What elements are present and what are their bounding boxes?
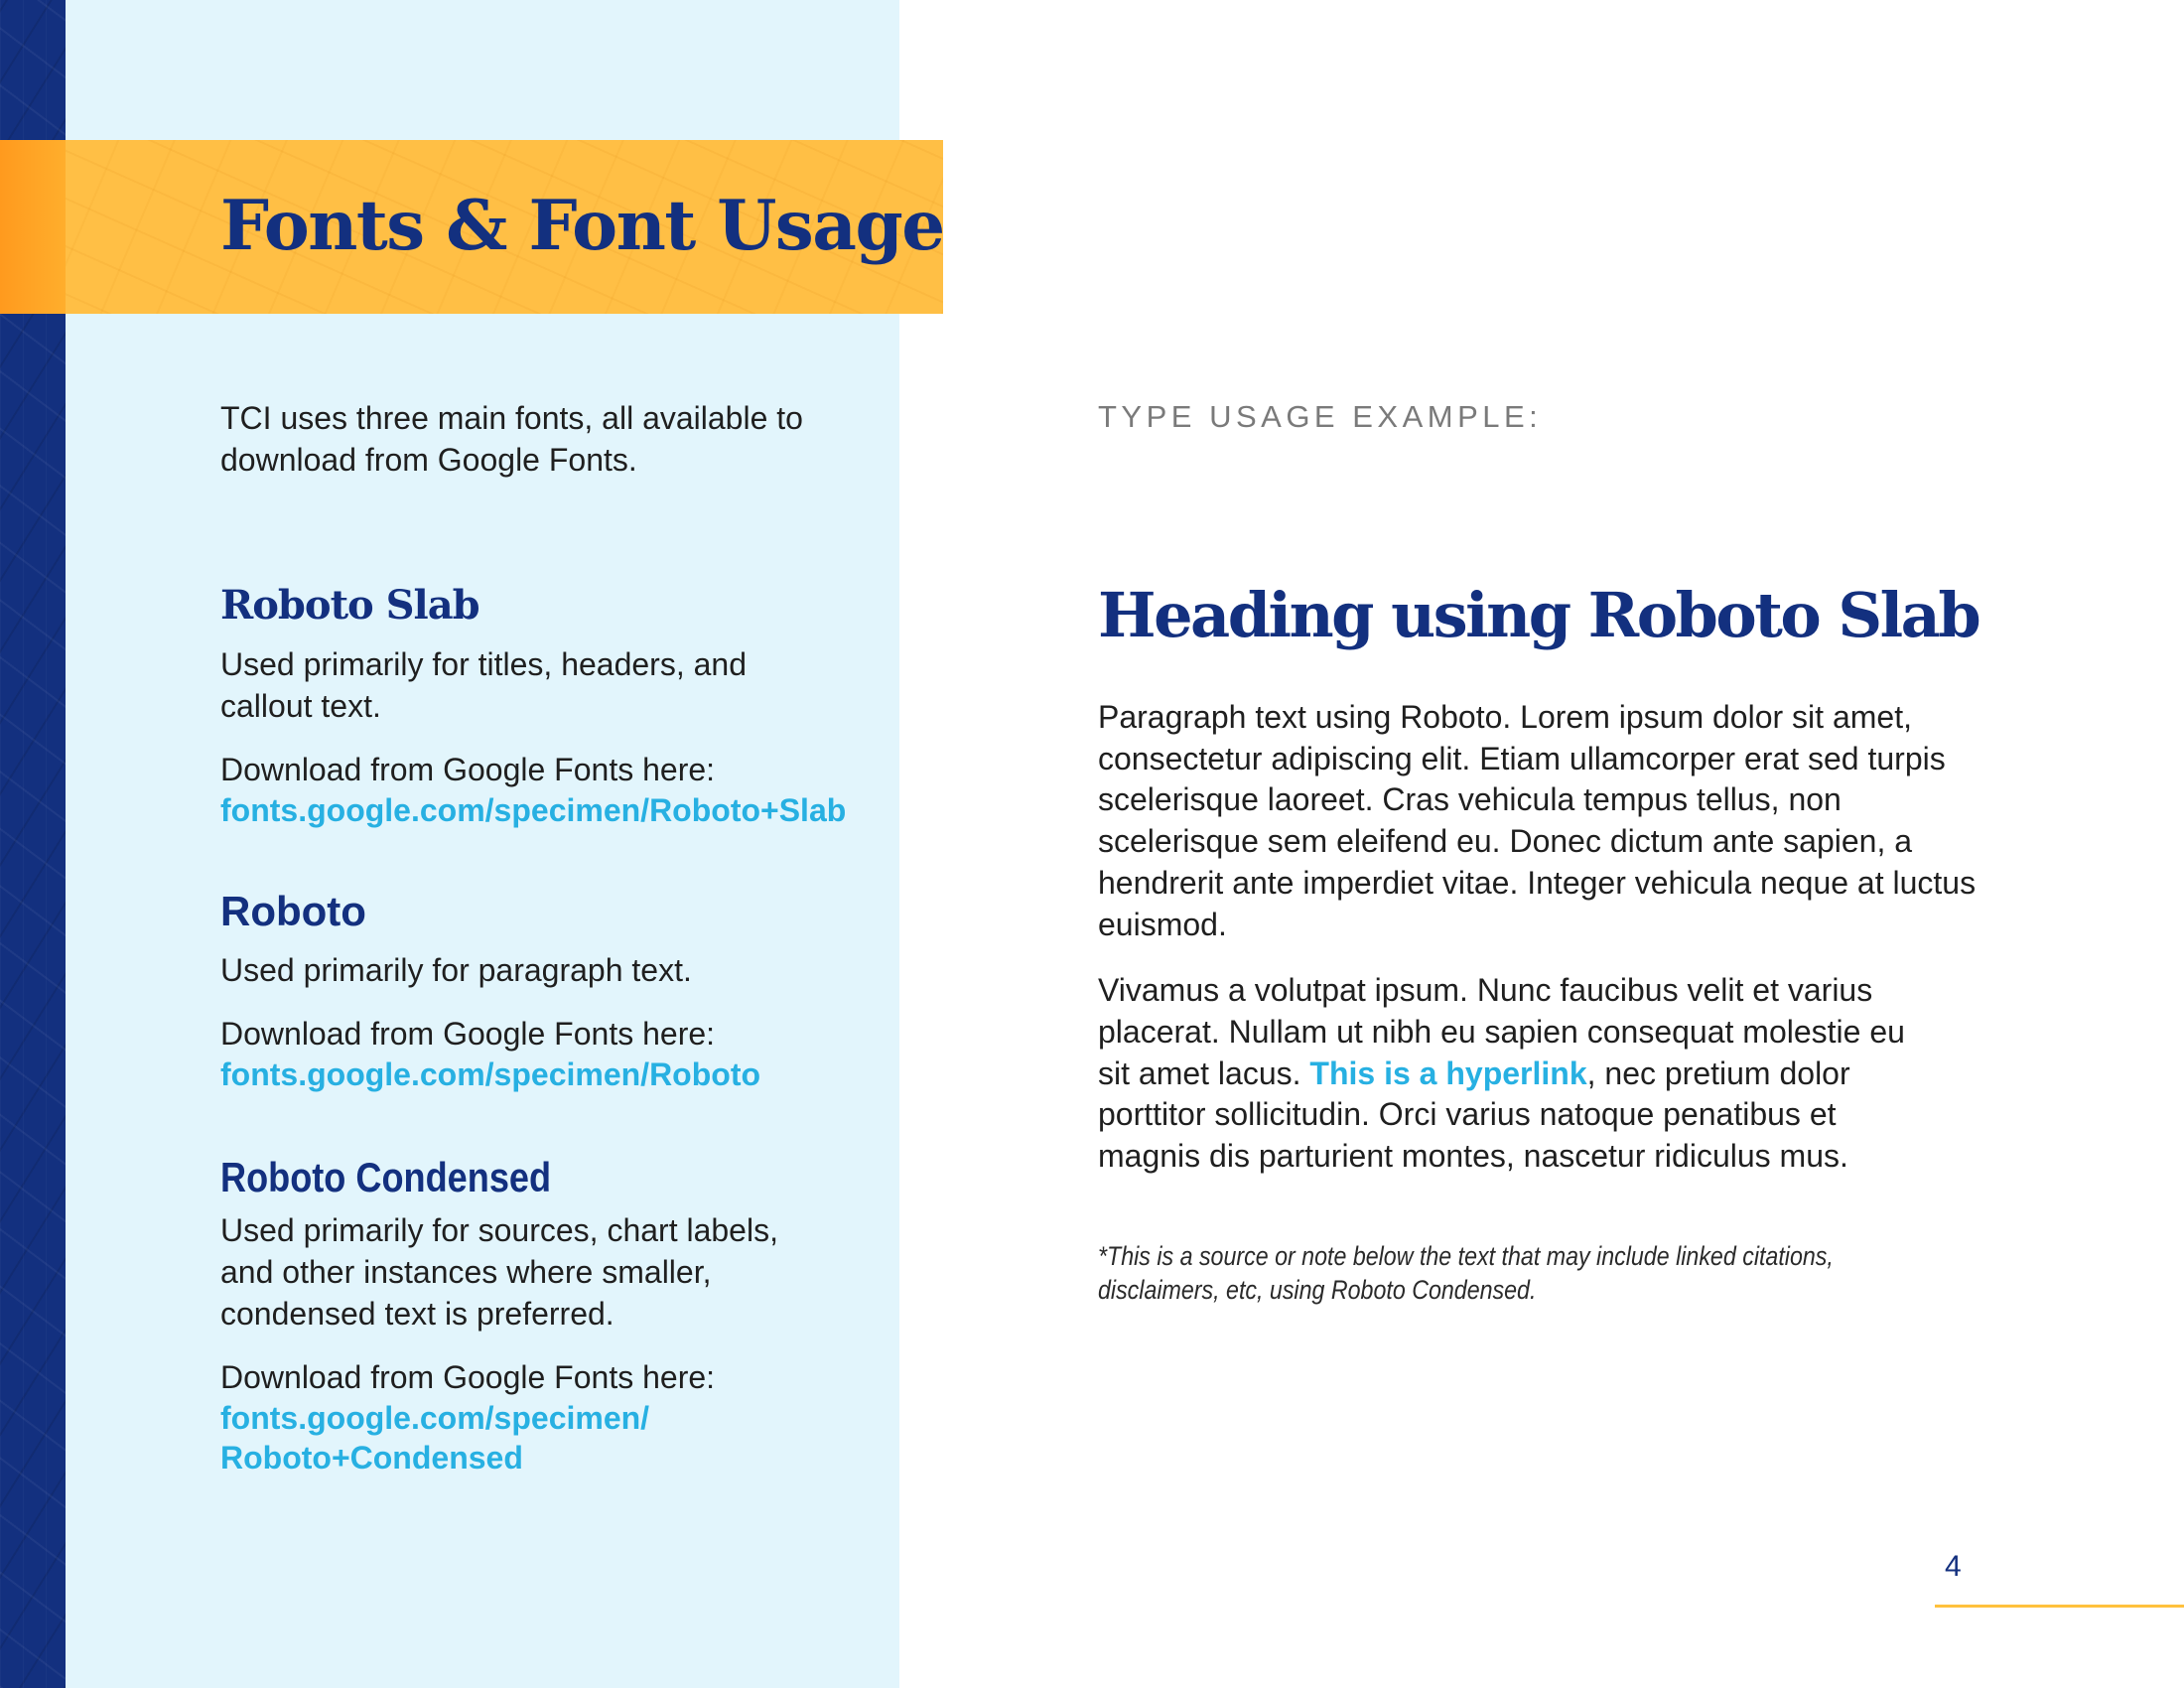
- download-label-roboto-condensed: Download from Google Fonts here:: [220, 1359, 716, 1395]
- font-heading-roboto-slab: Roboto Slab: [220, 582, 479, 629]
- download-link-line: Roboto+Condensed: [220, 1440, 523, 1476]
- font-usage-roboto-condensed: Used primarily for sources, chart labels, and other instances where smaller, condensed text is preferred.: [220, 1212, 778, 1332]
- example-paragraph-2: [1098, 970, 1937, 1178]
- example-heading: Heading using Roboto Slab: [1098, 579, 1979, 651]
- paragraph-text: , nec pretium dolor porttitor sollicitudin. Orci varius natoque penatibus et magnis dis parturient montes, nascetur ridiculus mus.: [1098, 1055, 1850, 1175]
- example-paragraph-1: Paragraph text using Roboto. Lorem ipsum dolor sit amet, consectetur adipiscing elit. Etiam ullamcorper erat sed turpis scelerisque laoreet. Cras vehicula tempus tellus, non scelerisque sem eleifend eu. Donec dictum ante sapien, a hendrerit ante imperdiet vitae. Integer vehicula neque at luctus euismod.: [1098, 699, 1977, 942]
- page-number-rule: [1935, 1605, 2184, 1608]
- intro-text: TCI uses three main fonts, all available to download from Google Fonts.: [220, 400, 803, 478]
- download-link-roboto-slab[interactable]: fonts.google.com/specimen/Roboto+Slab: [220, 792, 847, 828]
- font-usage-roboto-slab: Used primarily for titles, headers, and callout text.: [220, 646, 747, 724]
- download-link-line: fonts.google.com/specimen/: [220, 1400, 650, 1436]
- page-number: 4: [1945, 1550, 1962, 1583]
- download-link-roboto-condensed[interactable]: [220, 1398, 856, 1477]
- example-eyebrow: TYPE USAGE EXAMPLE:: [1098, 399, 1543, 434]
- download-label-roboto: Download from Google Fonts here:: [220, 1016, 716, 1052]
- source-note: *This is a source or note below the text that may include linked citations, disclaimers, etc, using Roboto Condensed.: [1098, 1240, 1834, 1305]
- font-list: [220, 397, 856, 1477]
- font-usage-roboto: Used primarily for paragraph text.: [220, 952, 692, 988]
- font-heading-roboto-condensed: Roboto Condensed: [220, 1154, 552, 1200]
- type-usage-example: [1098, 397, 1991, 1307]
- example-hyperlink[interactable]: This is a hyperlink: [1309, 1055, 1587, 1091]
- download-label-roboto-slab: Download from Google Fonts here:: [220, 752, 716, 787]
- paragraph-text: Vivamus a volutpat ipsum. Nunc faucibus velit et varius placerat. Nullam ut nibh eu sapien consequat molestie eu sit amet lacus.: [1098, 972, 1905, 1091]
- download-link-roboto[interactable]: fonts.google.com/specimen/Roboto: [220, 1056, 761, 1092]
- page-title: Fonts & Font Usage: [220, 186, 944, 266]
- font-heading-roboto: Roboto: [220, 888, 366, 934]
